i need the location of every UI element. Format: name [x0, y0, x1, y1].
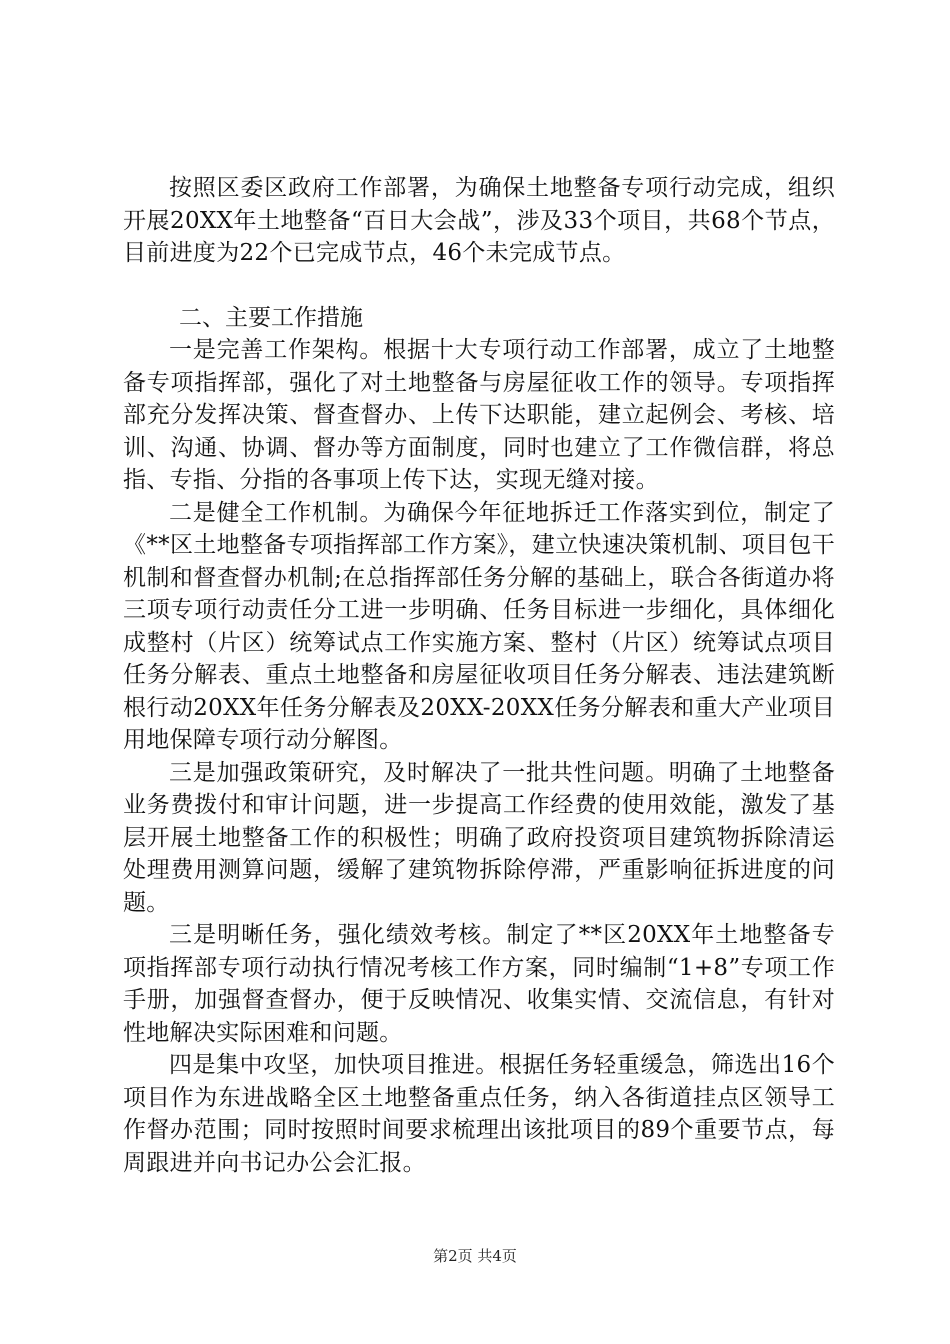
- paragraph-work-structure: 一是完善工作架构。根据十大专项行动工作部署，成立了土地整备专项指挥部，强化了对土地整备与房屋征收工作的领导。专项指挥部充分发挥决策、督查督办、上传下达职能，建立起例会、考核、培训、沟通、协调、督办等方面制度，同时也建立了工作微信群，将总指、专指、分指的各事项上传下达，实现无缝对接。: [123, 337, 835, 493]
- paragraph-policy-research: 三是加强政策研究，及时解决了一批共性问题。明确了土地整备业务费拨付和审计问题，进一步提高工作经费的使用效能，激发了基层开展土地整备工作的积极性；明确了政府投资项目建筑物拆除清运处理费用测算问题，缓解了建筑物拆除停滞，严重影响征拆进度的问题。: [123, 759, 835, 916]
- paragraph-work-mechanism: 二是健全工作机制。为确保今年征地拆迁工作落实到位，制定了《**区土地整备专项指挥部工作方案》，建立快速决策机制、项目包干机制和督查督办机制;在总指挥部任务分解的基础上，联合各街道办将三项专项行动责任分工进一步明确、任务目标进一步细化，具体细化成整村（片区）统筹试点工作实施方案、整村（片区）统筹试点项目任务分解表、重点土地整备和房屋征收项目任务分解表、违法建筑断根行动20XX年任务分解表及20XX-20XX任务分解表和重大产业项目用地保障专项行动分解图。: [123, 499, 835, 753]
- paragraph-project-push: 四是集中攻坚，加快项目推进。根据任务轻重缓急，筛选出16个项目作为东进战略全区土地整备重点任务，纳入各街道挂点区领导工作督办范围；同时按照时间要求梳理出该批项目的89个重要节点，每周跟进并向书记办公会汇报。: [123, 1052, 835, 1176]
- intro-paragraph: 按照区委区政府工作部署，为确保土地整备专项行动完成，组织开展20XX年土地整备“百日大会战”，涉及33个项目，共68个节点，目前进度为22个已完成节点，46个未完成节点。: [123, 175, 835, 266]
- page-number-footer: 第2页 共4页: [433, 1247, 517, 1265]
- paragraph-performance-assessment: 三是明晰任务，强化绩效考核。制定了**区20XX年土地整备专项指挥部专项行动执行情况考核工作方案，同时编制“1+8”专项工作手册，加强督查督办，便于反映情况、收集实情、交流信息，有针对性地解决实际困难和问题。: [123, 922, 835, 1046]
- document-body: [123, 172, 835, 1179]
- section-heading: 二、主要工作措施: [179, 304, 363, 331]
